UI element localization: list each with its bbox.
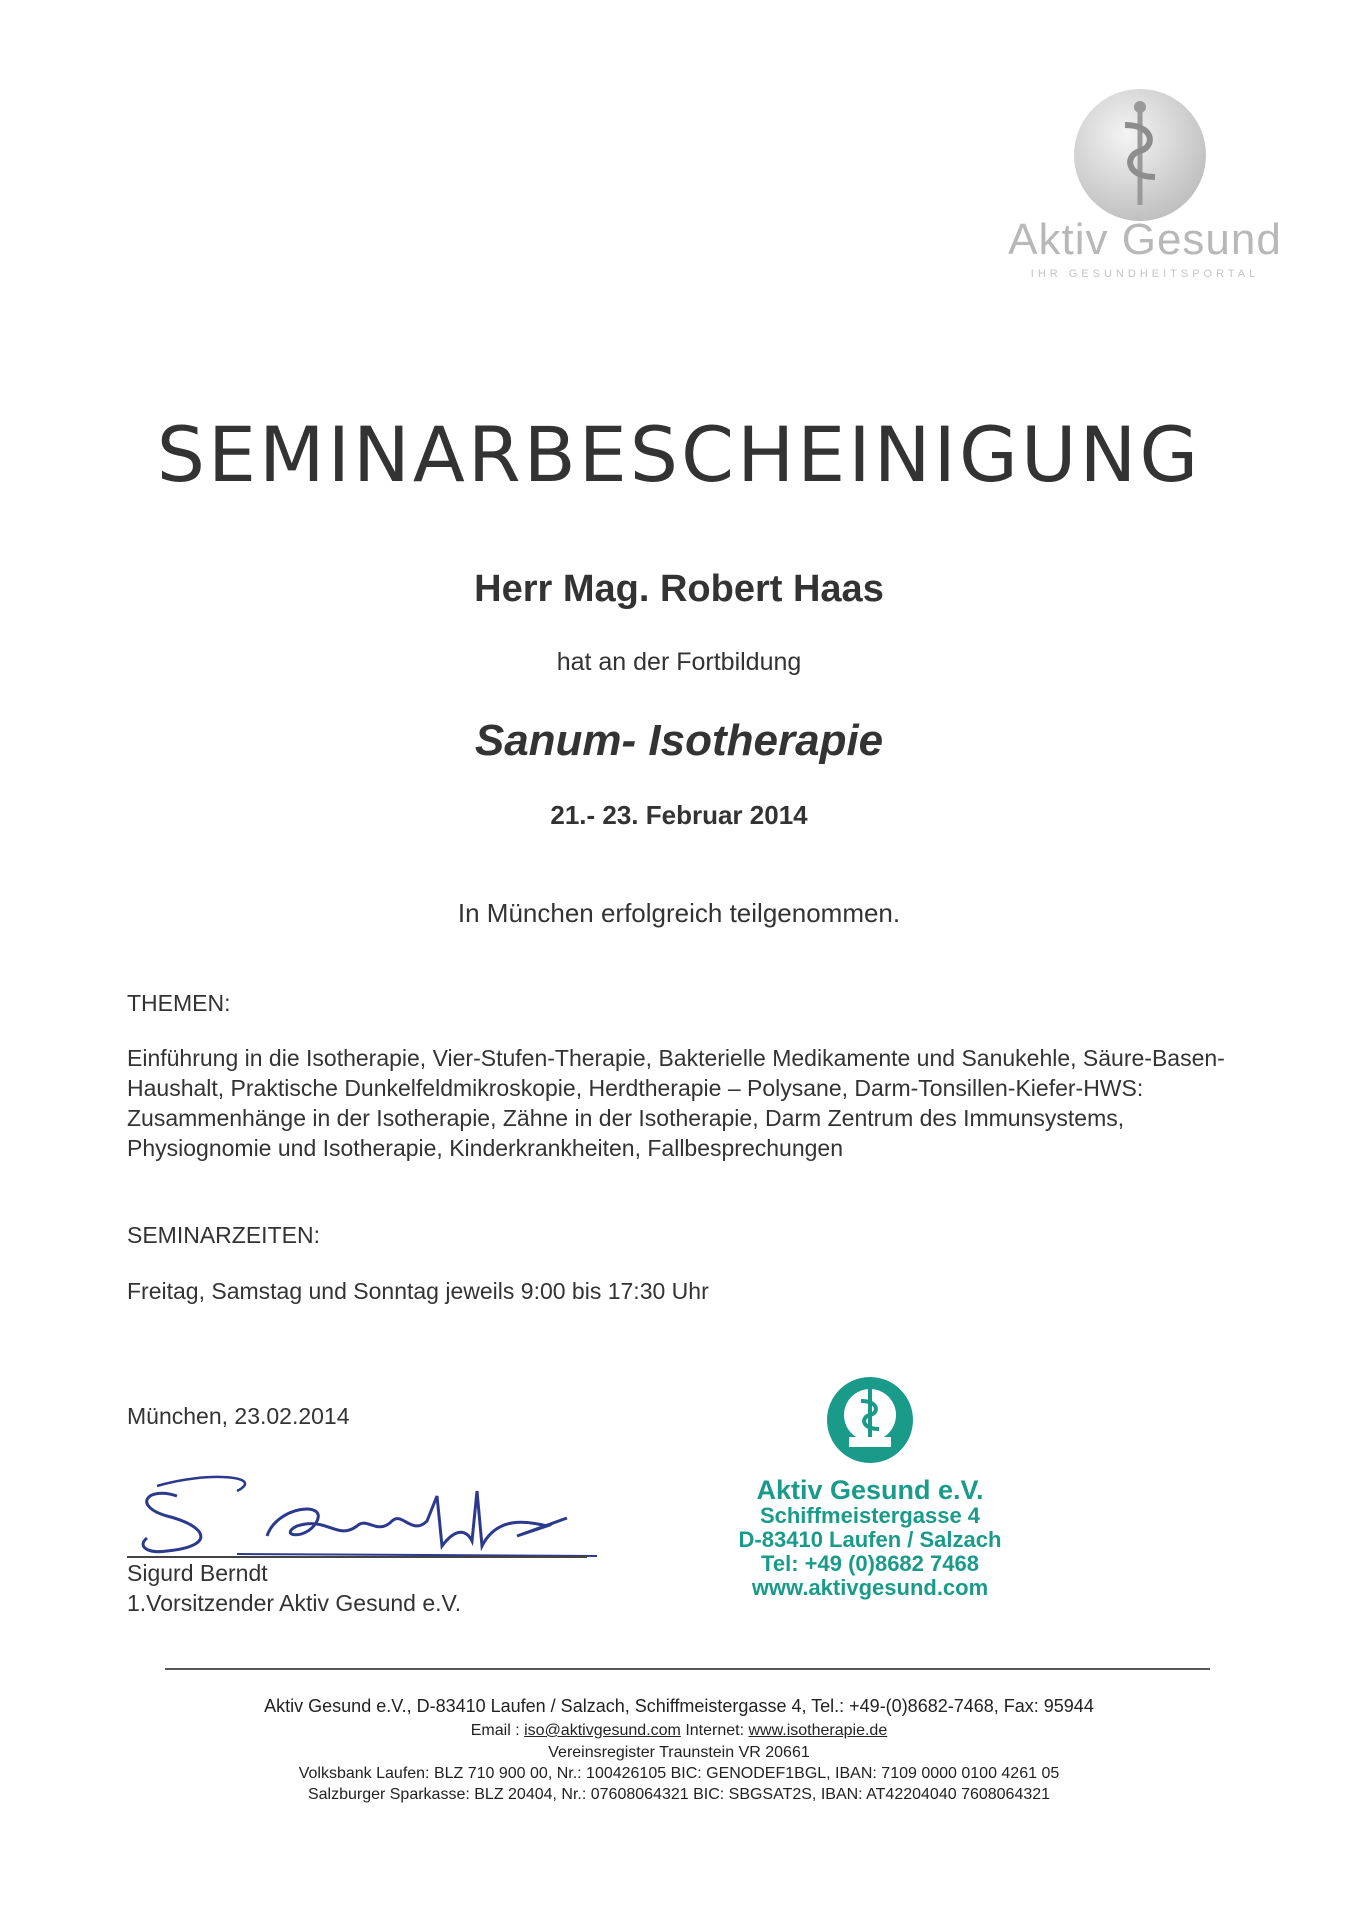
footer-address: Aktiv Gesund e.V., D-83410 Laufen / Salzach, Schiffmeistergasse 4, Tel.: +49-(0)8682-7468, Fax: 95944 [264, 1696, 1094, 1716]
completion-text: In München erfolgreich teilgenommen. [457, 898, 901, 928]
times-text: Freitag, Samstag und Sonntag jeweils 9:00 bis 17:30 Uhr [127, 1278, 709, 1304]
signer-name: Sigurd Berndt [127, 1560, 268, 1586]
footer-divider [165, 1668, 1210, 1670]
topics-text: Einführung in die Isotherapie, Vier-Stufen-Therapie, Bakterielle Medikamente und Sanukehle, Säure-Basen-Haushalt, Praktische Dunkelfeldmikroskopie, Herdtherapie – Polysane, Darm-Tonsillen-Kiefer-HWS: Zusammenhänge in der Isotherapie, Zähne in der Isotherapie, Darm Zentrum des Immunsystems, Physiognomie und Isotherapie, Kinderkrankheiten, Fallbesprechungen [127, 1045, 1225, 1161]
stamp-name: Aktiv Gesund e.V. [756, 1475, 984, 1505]
stamp-street: Schiffmeistergasse 4 [759, 1503, 981, 1528]
caduceus-stamp-icon [825, 1375, 915, 1465]
website-link[interactable]: www.isotherapie.de [748, 1722, 888, 1739]
intro-text: hat an der Fortbildung [556, 648, 802, 676]
association-stamp [700, 1375, 1040, 1605]
course-dates: 21.- 23. Februar 2014 [550, 800, 808, 830]
stamp-city: D-83410 Laufen / Salzach [738, 1527, 1002, 1552]
footer-contact [0, 1722, 1358, 1740]
stamp-website: www.aktivgesund.com [751, 1575, 989, 1600]
times-heading: SEMINARZEITEN: [127, 1222, 320, 1248]
footer-register: Vereinsregister Traunstein VR 20661 [548, 1744, 810, 1761]
logo-tagline: IHR GESUNDHEITSPORTAL [1030, 268, 1260, 280]
stamp-phone: Tel: +49 (0)8682 7468 [761, 1551, 979, 1576]
aktiv-gesund-logo [1000, 85, 1290, 285]
topics-heading: THEMEN: [127, 990, 231, 1016]
caduceus-icon [1070, 85, 1210, 225]
course-title: Sanum- Isotherapie [474, 716, 884, 765]
internet-label: Internet: [685, 1722, 745, 1739]
footer-bank-volksbank: Volksbank Laufen: BLZ 710 900 00, Nr.: 100426105 BIC: GENODEF1BGL, IBAN: 7109 0000 0100 4261 05 [298, 1765, 1060, 1782]
place-date: München, 23.02.2014 [127, 1403, 350, 1429]
handwritten-signature [127, 1466, 607, 1561]
signature-line [127, 1556, 587, 1558]
document-title: SEMINARBESCHEINIGUNG [156, 410, 1202, 499]
footer-bank-sparkasse: Salzburger Sparkasse: BLZ 20404, Nr.: 07608064321 BIC: SBGSAT2S, IBAN: AT42204040 7608064321 [307, 1786, 1051, 1803]
participant-name: Herr Mag. Robert Haas [474, 568, 884, 610]
logo-brand: Aktiv Gesund [1008, 215, 1282, 264]
email-label: Email : [470, 1722, 520, 1739]
signer-role: 1.Vorsitzender Aktiv Gesund e.V. [127, 1590, 462, 1616]
email-link[interactable]: iso@aktivgesund.com [524, 1722, 681, 1739]
